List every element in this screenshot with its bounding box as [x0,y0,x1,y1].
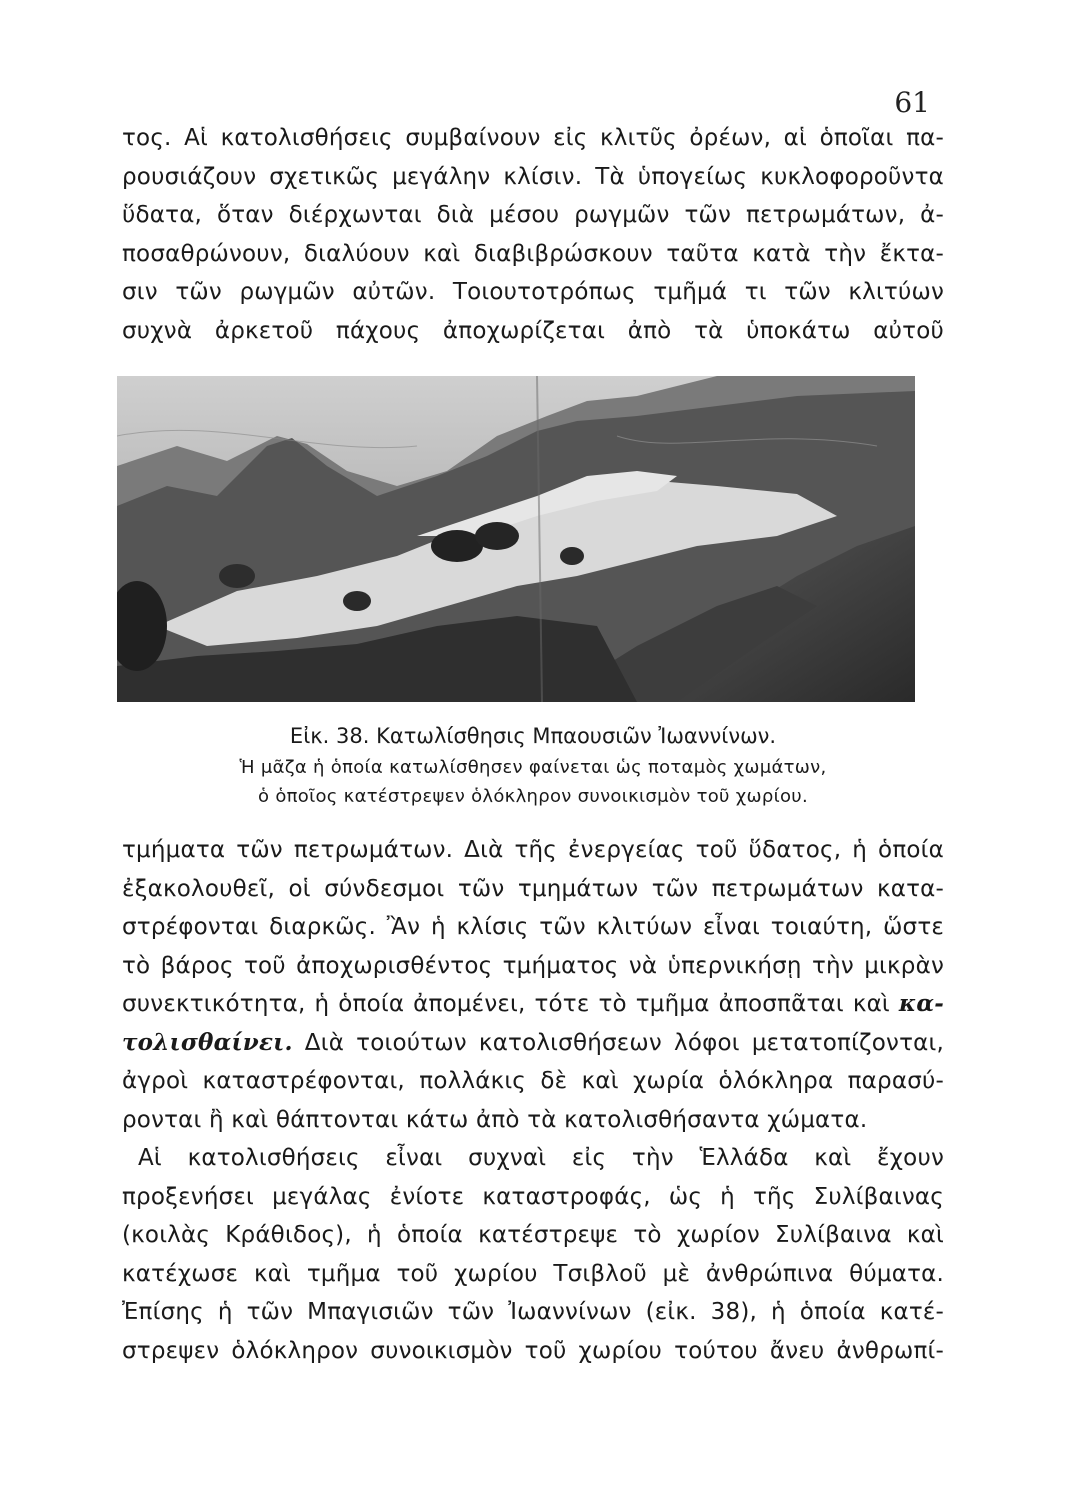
text-segment: συνεκτικότητα, ἡ ὁποία ἀπομένει, τότε τὸ τμῆμα ἀποσπᾶται καὶ [122,991,890,1017]
figure-caption-line: Ἡ μᾶζα ἡ ὁποία κατωλίσθησεν φαίνεται ὡς ποταμὸς χωμάτων, [239,757,827,778]
text-line: (κοιλὰς Κράθιδος), ἡ ὁποία κατέστρεψε τὸ χωρίον Συλίβαινα καὶ [122,1222,944,1248]
text-line: Αἱ κατολισθήσεις εἶναι συχναὶ εἰς τὴν Ἑλλάδα καὶ ἔχουν [138,1145,944,1171]
text-line: προξενήσει μεγάλας ἐνίοτε καταστροφάς, ὡς ἡ τῆς Συλίβαινας [122,1183,944,1210]
text-line: κατέχωσε καὶ τμῆμα τοῦ χωρίου Τσιβλοῦ μὲ ἀνθρώπινα θύματα. [122,1260,944,1287]
text-line: τὸ βάρος τοῦ ἀποχωρισθέντος τμήματος νὰ ὑπερνικήσῃ τὴν μικρὰν [122,952,944,979]
text-line: ὕδατα, ὅταν διέρχωνται διὰ μέσου ρωγμῶν τῶν πετρωμάτων, ἀ- [122,202,944,228]
text-line: ἐξακολουθεῖ, οἱ σύνδεσμοι τῶν τμημάτων τῶν πετρωμάτων κατα- [122,875,944,902]
landslide-photo-illustration [117,376,915,702]
figure-title: Εἰκ. 38. Κατωλίσθησις Μπαουσιῶν Ἰωαννίνων. [289,724,777,748]
emphasized-term: τολισθαίνει. [122,1028,293,1056]
bottom-paragraphs [122,831,944,1370]
text-line: σιν τῶν ρωγμῶν αὐτῶν. Τοιουτοτρόπως τμῆμά τι τῶν κλιτύων [122,279,944,305]
text-segment: Διὰ τοιούτων κατολισθήσεων λόφοι μετατοπίζονται, [292,1029,944,1056]
text-line: τμήματα τῶν πετρωμάτων. Διὰ τῆς ἐνεργείας τοῦ ὕδατος, ἡ ὁποία [122,837,944,863]
text-line: ρονται ἢ καὶ θάπτονται κάτω ἀπὸ τὰ κατολισθήσαντα χώματα. [122,1106,868,1133]
text-line: τος. Αἱ κατολισθήσεις συμβαίνουν εἰς κλιτῦς ὀρέων, αἱ ὁποῖαι πα- [122,125,944,151]
page-number: 61 [894,86,930,119]
text-line: ρουσιάζουν σχετικῶς μεγάλην κλίσιν. Τὰ ὑπογείως κυκλοφοροῦντα [122,163,944,190]
landslide-photograph [117,376,915,702]
text-line: στρεψεν ὁλόκληρον συνοικισμὸν τοῦ χωρίου τούτου ἄνευ ἀνθρωπί- [122,1337,944,1364]
text-line: στρέφονται διαρκῶς. Ἂν ἡ κλίσις τῶν κλιτύων εἶναι τοιαύτη, ὥστε [122,914,944,940]
figure-caption-line: ὁ ὁποῖος κατέστρεψεν ὁλόκληρον συνοικισμὸν τοῦ χωρίου. [257,786,809,807]
text-line: ἀγροὶ καταστρέφονται, πολλάκις δὲ καὶ χωρία ὁλόκληρα παρασύ- [122,1068,944,1094]
emphasized-term: κα- [898,990,944,1017]
text-line: ποσαθρώνουν, διαλύουν καὶ διαβιβρώσκουν ταῦτα κατὰ τὴν ἔκτα- [122,240,944,267]
top-paragraph [122,119,944,350]
text-line [122,1024,944,1063]
text-line: συχνὰ ἀρκετοῦ πάχους ἀποχωρίζεται ἀπὸ τὰ ὑποκάτω αὐτοῦ [122,317,944,344]
text-line [122,985,944,1024]
text-line: Ἐπίσης ἡ τῶν Μπαγισιῶν τῶν Ἰωαννίνων (εἰκ. 38), ἡ ὁποία κατέ- [122,1299,944,1325]
